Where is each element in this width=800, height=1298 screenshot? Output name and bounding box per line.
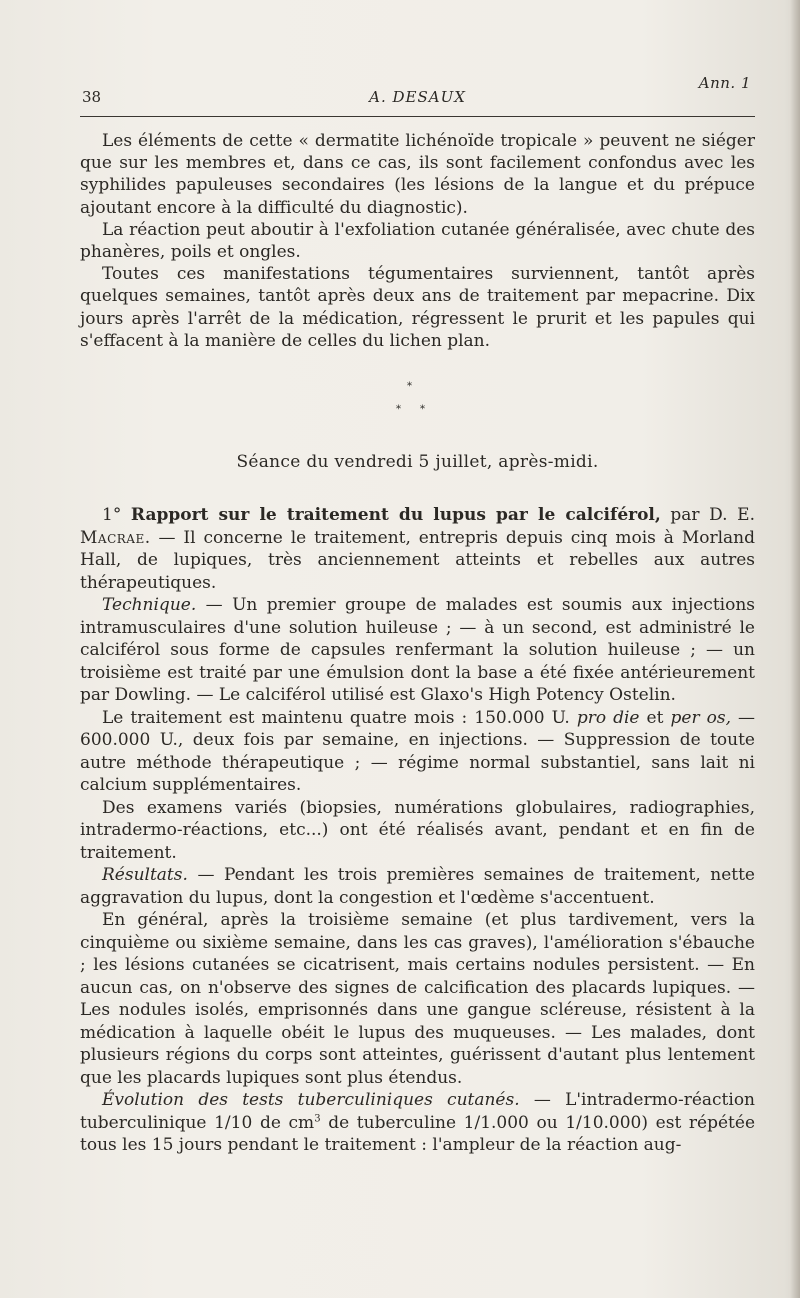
page-edge-shadow (790, 0, 800, 1298)
evolution-text: — L'intradermo-réaction tuberculinique 1/10 de cm (80, 1090, 755, 1133)
pro-die-term: pro die (576, 707, 640, 728)
page-header (80, 72, 755, 118)
per-os-term: per os, (670, 707, 731, 728)
report-title: Rapport sur le traitement du lupus par le calciférol, (130, 505, 661, 525)
paragraph: Les éléments de cette « dermatite lichénoïde tropicale » peuvent ne siéger que sur les membres et, dans ce cas, ils sont facilement confondus avec les syphilides papuleuses secondaires (les lésions de la langue et du prépuce ajoutant encore à la difficulté du diagnostic). (80, 131, 755, 218)
report-number: 1° (102, 505, 122, 525)
duration-text: — 600.000 U., deux fois par semaine, en injections. — Suppression de toute autre méthode thérapeutique ; — régime normal substantiel, sans lait ni calcium supplémentaires. (80, 707, 756, 795)
author-prefix: par D. E. (670, 505, 755, 525)
conjunction: et (646, 707, 664, 728)
exams-paragraph: Des examens variés (biopsies, numérations globulaires, radiographies, intradermo-réactions, etc...) ont été réalisés avant, pendant et en fin de traitement. (80, 797, 755, 863)
header-rule (80, 116, 755, 117)
asterism-star: * (396, 404, 401, 415)
asterism-star: * (407, 381, 412, 392)
asterism-separator (0, 378, 800, 418)
evolution-label: Évolution des tests tuberculiniques cutanés. (102, 1090, 520, 1110)
technique-label: Technique. (102, 595, 197, 615)
page-number: 38 (82, 88, 102, 106)
paragraph: La réaction peut aboutir à l'exfoliation cutanée généralisée, avec chute des phanères, poils et ongles. (80, 219, 755, 263)
running-head: A. DESAUX (369, 88, 466, 106)
results-text: — Pendant les trois premières semaines de traitement, nette aggravation du lupus, dont la congestion et l'œdème s'accentuent. (80, 865, 755, 908)
duration-text: Le traitement est maintenu quatre mois : 150.000 U. (102, 707, 570, 728)
report-intro: — Il concerne le traitement, entrepris depuis cinq mois à Morland Hall, de lupiques, très anciennement atteints et rebelles aux autres thérapeutiques. (80, 527, 755, 593)
report-heading-paragraph (80, 504, 755, 594)
superscript: 3 (314, 1112, 321, 1124)
session-title: Séance du vendredi 5 juillet, après-midi. (236, 452, 599, 472)
general-paragraph: En général, après la troisième semaine (et plus tardivement, vers la cinquième ou sixième semaine, dans les cas graves), l'amélioration s'ébauche ; les lésions cutanées se cicatrisent, mais certains nodules persistent. — En aucun cas, on n'observe des signes de calcification des placards lupiques. — Les nodules isolés, emprisonnés dans une gangue scléreuse, résistent à la médication à laquelle obéit le lupus des muqueuses. — Les malades, dont plusieurs régions du corps sont atteintes, guérissent d'autant plus lentement que les placards lupiques sont plus étendus. (80, 910, 755, 1088)
results-paragraph (80, 864, 755, 909)
duration-paragraph (80, 707, 755, 797)
paragraph: Toutes ces manifestations tégumentaires surviennent, tantôt après quelques semaines, tantôt après deux ans de traitement par mepacrine. Dix jours après l'arrêt de la médication, régressent le prurit et les papules qui s'effacent à la manière de celles du lichen plan. (80, 264, 755, 351)
annotation-label: Ann. 1 (698, 74, 751, 92)
technique-text: — Un premier groupe de malades est soumis aux injections intramusculaires d'une solution huileuse ; — à un second, est administré le calciférol sous forme de capsules renfermant la solution huileuse ; — un troisième est traité par une émulsion dont la base a été fixée antérieurement par Dowling. — Le calciférol utilisé est Glaxo's High Potency Ostelin. (80, 595, 755, 705)
asterism-star: * (420, 404, 425, 415)
body-text (80, 130, 755, 352)
technique-paragraph (80, 594, 755, 707)
results-label: Résultats. (102, 865, 188, 885)
evolution-paragraph (80, 1089, 755, 1157)
author-name: Macrae. (80, 527, 151, 548)
report-section (80, 504, 755, 1157)
evolution-text: de tuberculine 1/1.000 ou 1/10.000) est répétée tous les 15 jours pendant le traitement : l'ampleur de la réaction aug- (80, 1112, 756, 1155)
